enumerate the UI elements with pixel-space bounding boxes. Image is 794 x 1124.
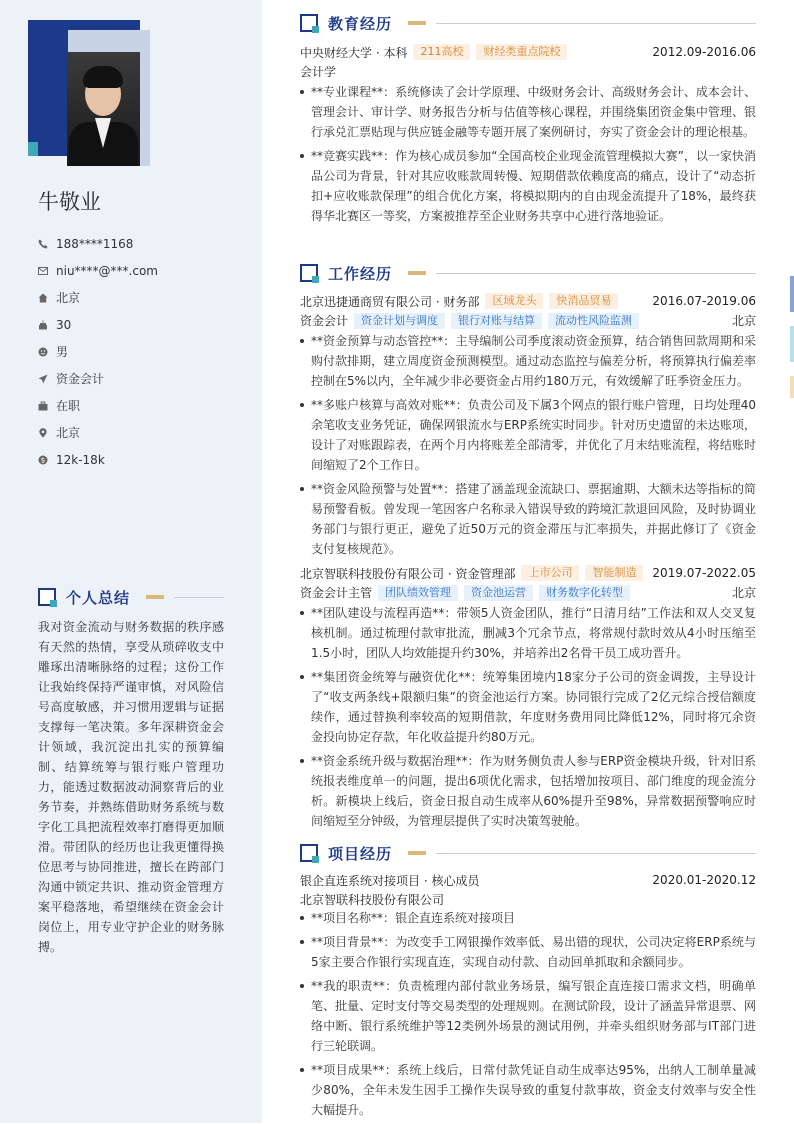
info-text: niu****@***.com xyxy=(56,263,158,278)
list-item: **资金预算与动态管控**：主导编制公司季度滚动资金预算，结合销售回款周期和采购付款排期，建立周度资金预测模型。通过动态监控与偏差分析，将预算执行偏差率控制在5%以内，全年减少非必要资金占用约180万元，有效缓解了旺季资金压力。 xyxy=(300,331,756,391)
location-icon xyxy=(38,428,48,438)
page-edge-marks xyxy=(790,276,794,402)
list-item: **资金系统升级与数据治理**：作为财务侧负责人参与ERP资金模块升级，针对旧系统报表维度单一的问题，提出6项优化需求，包括增加按项目、部门维度的现金流分析。新模块上线后，资金日报自动生成率从60%提升至98%，异常数据预警响应时间缩短至分钟级，为管理层提供了实时决策驾驶舱。 xyxy=(300,751,756,831)
school-tag: 财经类重点院校 xyxy=(476,44,567,60)
info-text: 男 xyxy=(56,345,69,359)
salary-icon xyxy=(38,455,48,465)
project-section xyxy=(300,842,756,1124)
section-square-icon xyxy=(300,844,318,862)
person-name: 牛敬业 xyxy=(38,190,101,214)
home-icon xyxy=(38,293,48,303)
info-home xyxy=(38,284,158,311)
company-name: 北京迅捷通商贸有限公司 · 财务部 xyxy=(300,294,480,309)
job-role-row xyxy=(300,311,756,330)
job-bullets xyxy=(300,603,756,831)
info-age xyxy=(38,311,158,338)
project-name-row xyxy=(300,870,756,890)
title-accent-bar xyxy=(408,271,426,275)
project-bullets xyxy=(300,908,756,1120)
info-salary xyxy=(38,446,158,473)
skill-tag: 流动性风险监测 xyxy=(548,313,639,329)
section-square-icon xyxy=(300,264,318,282)
photo-frame-teal xyxy=(28,142,38,156)
company-name: 北京智联科技股份有限公司 · 资金管理部 xyxy=(300,566,516,581)
job-bullets xyxy=(300,331,756,559)
sidebar xyxy=(0,0,262,1123)
job-date: 2019.07-2022.05 xyxy=(652,566,756,580)
project-name: 银企直连系统对接项目 · 核心成员 xyxy=(300,873,480,888)
profile-photo-frame xyxy=(28,20,152,166)
work-header xyxy=(300,262,756,284)
info-position xyxy=(38,365,158,392)
info-phone xyxy=(38,230,158,257)
work-section xyxy=(300,262,756,835)
skill-tag: 财务数字化转型 xyxy=(539,585,630,601)
info-text: 188****1168 xyxy=(56,236,134,251)
work-title: 工作经历 xyxy=(328,264,393,283)
job-date: 2016.07-2019.06 xyxy=(652,294,756,308)
info-text: 12k-18k xyxy=(56,452,105,467)
major: 会计学 xyxy=(300,64,337,79)
job-role-row xyxy=(300,583,756,602)
list-item: **团队建设与流程再造**：带领5人资金团队，推行“日清月结”工作法和双人交叉复核机制。通过梳理付款审批流，删减3个冗余节点，将常规付款时效从4小时压缩至1.5小时，团队人均效能提升约30%，并培养出2名骨干员工成功晋升。 xyxy=(300,603,756,663)
title-divider xyxy=(436,23,756,24)
title-accent-bar xyxy=(146,595,164,599)
cake-icon xyxy=(38,320,48,330)
skill-tag: 团队绩效管理 xyxy=(378,585,458,601)
title-accent-bar xyxy=(408,21,426,25)
contact-info xyxy=(38,230,158,473)
job-role: 资金会计 xyxy=(300,314,349,328)
education-date: 2012.09-2016.06 xyxy=(652,45,756,59)
mail-icon xyxy=(38,266,48,276)
job-city: 北京 xyxy=(731,314,756,328)
phone-icon xyxy=(38,239,48,249)
info-text: 资金会计 xyxy=(56,372,105,386)
summary-text: 我对资金流动与财务数据的秩序感有天然的热情，享受从琐碎收支中雕琢出清晰脉络的过程；这份工作让我始终保持严谨审慎，对风险信号高度敏感，并习惯用逻辑与证据支撑每一笔决策。多年深耕资金会计领域，我沉淀出扎实的预算编制、结算统筹与银行账户管理功力，能透过数据波动洞察背后的业务节奏，并熟练借助财务系统与数字化工具把流程效率打磨得更加顺滑。带团队的经历也让我更懂得换位思考与协同推进，擅长在跨部门沟通中锁定共识、推动资金管理方案平稳落地，希望继续在资金会计岗位上，用专业守护企业的财务脉搏。 xyxy=(38,620,224,954)
job-entry xyxy=(300,563,756,831)
job-company-row xyxy=(300,291,756,311)
company-tag: 快消品贸易 xyxy=(549,293,618,309)
section-square-icon xyxy=(300,14,318,32)
education-row xyxy=(300,42,756,62)
info-text: 30 xyxy=(56,317,72,332)
project-company: 北京智联科技股份有限公司 xyxy=(300,892,445,907)
title-divider xyxy=(436,273,756,274)
title-accent-bar xyxy=(408,851,426,855)
job-entry xyxy=(300,291,756,559)
skill-tag: 资金计划与调度 xyxy=(354,313,445,329)
list-item: **多账户核算与高效对账**：负责公司及下属3个网点的银行账户管理，日均处理40余笔收支业务凭证，确保网银流水与ERP系统实时同步。针对历史遗留的未达账项，设计了对账跟踪表，在两个月内将账差全部清零，并优化了月末结账流程，将结账时间缩短了2个工作日。 xyxy=(300,395,756,475)
list-item: **项目成果**：系统上线后，日常付款凭证自动生成率达95%，出纳人工制单量减少80%，全年未发生因手工操作失误导致的重复付款事故，资金支付效率与安全性大幅提升。 xyxy=(300,1060,756,1120)
section-square-icon xyxy=(38,588,56,606)
education-title: 教育经历 xyxy=(328,14,393,33)
education-section xyxy=(300,12,756,230)
skill-tag: 银行对账与结算 xyxy=(451,313,542,329)
skill-tag: 资金池运营 xyxy=(464,585,533,601)
info-email xyxy=(38,257,158,284)
info-text: 在职 xyxy=(56,399,81,413)
job-city: 北京 xyxy=(731,586,756,600)
list-item: **项目名称**：银企直连系统对接项目 xyxy=(300,908,756,928)
company-tag: 智能制造 xyxy=(585,565,643,581)
info-location xyxy=(38,419,158,446)
summary-title: 个人总结 xyxy=(66,588,131,607)
svg-text:$: $ xyxy=(40,455,46,464)
info-gender xyxy=(38,338,158,365)
project-title: 项目经历 xyxy=(328,844,393,863)
info-status xyxy=(38,392,158,419)
list-item: **集团资金统筹与融资优化**：统筹集团境内18家分子公司的资金调拨，主导设计了“收支两条线+限额归集”的资金池运行方案。协同银行完成了2亿元综合授信额度续作，通过替换利率较高的短期借款，年度财务费用同比降低12%，同时将冗余资金投向协定存款，年化收益提升约80万元。 xyxy=(300,667,756,747)
education-header xyxy=(300,12,756,34)
list-item: **我的职责**：负责梳理内部付款业务场景，编写银企直连接口需求文档，明确单笔、批量、定时支付等交易类型的处理规则。在测试阶段，设计了涵盖异常退票、网络中断、银行系统维护等12类例外场景的测试用例，并牵头组织财务部与IT部门进行三轮联调。 xyxy=(300,976,756,1056)
info-text: 北京 xyxy=(56,291,81,305)
company-tag: 区域龙头 xyxy=(485,293,543,309)
info-text: 北京 xyxy=(56,426,81,440)
major-row xyxy=(300,62,756,80)
project-company-row xyxy=(300,890,756,908)
title-divider xyxy=(174,597,224,598)
title-divider xyxy=(436,853,756,854)
list-item: **专业课程**：系统修读了会计学原理、中级财务会计、高级财务会计、成本会计、管理会计、审计学、财务报告分析与估值等核心课程，并围绕集团资金集中管理、银行承兑汇票贴现与供应链金融等专题开展了案例研讨，夯实了资金会计的理论根基。 xyxy=(300,82,756,142)
school-tag: 211高校 xyxy=(413,44,470,60)
send-icon xyxy=(38,374,48,384)
company-tag: 上市公司 xyxy=(521,565,579,581)
job-role: 资金会计主管 xyxy=(300,586,373,600)
list-item: **竞赛实践**：作为核心成员参加“全国高校企业现金流管理模拟大赛”，以一家快消品公司为背景，针对其应收账款周转慢、短期借款依赖度高的痛点，设计了“动态折扣+应收账款保理”的组合优化方案，将模拟期内的自由现金流提升了18%，最终获得华北赛区一等奖，方案被推荐至企业财务共享中心进行落地验证。 xyxy=(300,146,756,226)
summary-section-header xyxy=(38,586,224,608)
avatar xyxy=(67,52,140,166)
job-company-row xyxy=(300,563,756,583)
gender-icon xyxy=(38,347,48,357)
list-item: **资金风险预警与处置**：搭建了涵盖现金流缺口、票据逾期、大额未达等指标的简易预警看板。曾发现一笔因客户名称录入错误导致的跨境汇款退回风险，及时协调业务部门与银行更正，避免了近50万元的资金滞压与汇率损失，并据此修订了《资金支付复核规范》。 xyxy=(300,479,756,559)
education-bullets xyxy=(300,82,756,226)
project-date: 2020.01-2020.12 xyxy=(652,873,756,887)
briefcase-icon xyxy=(38,401,48,411)
school-name: 中央财经大学 · 本科 xyxy=(300,45,408,60)
list-item: **项目背景**：为改变手工网银操作效率低、易出错的现状，公司决定将ERP系统与5家主要合作银行实现直连，实现自动付款、自动回单抓取和余额同步。 xyxy=(300,932,756,972)
project-header xyxy=(300,842,756,864)
